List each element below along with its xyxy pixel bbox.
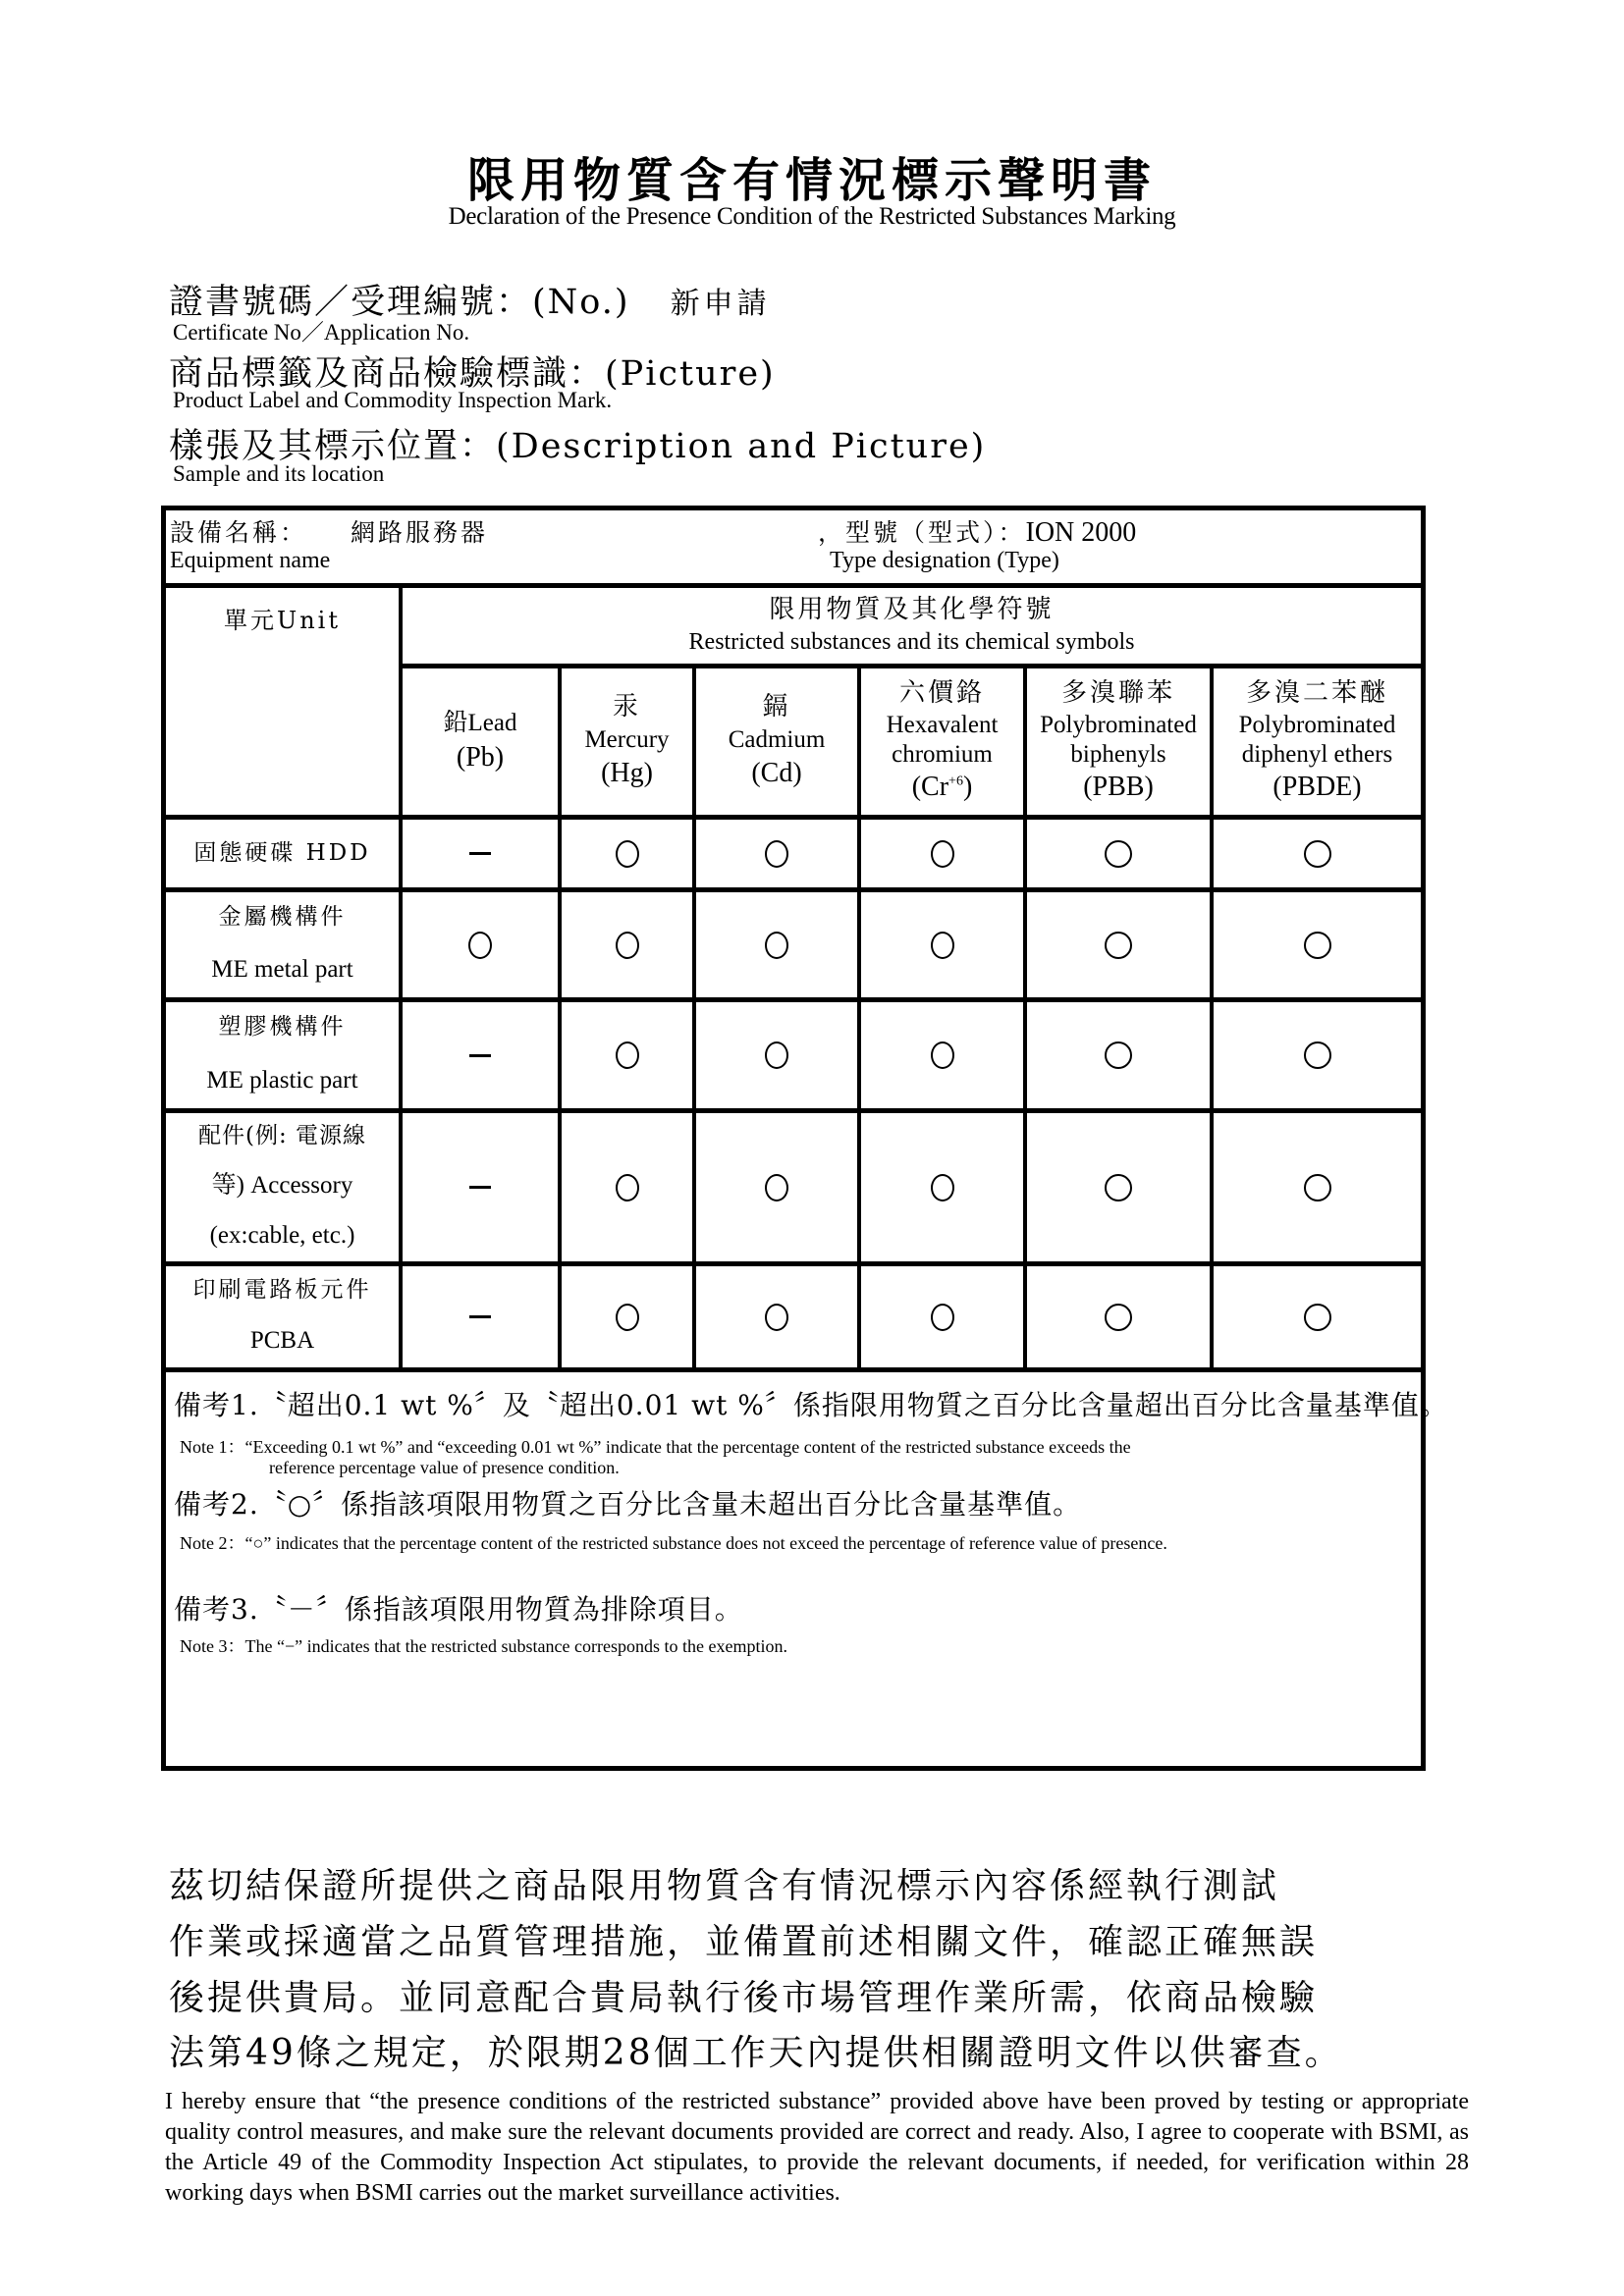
circle-mark-icon xyxy=(616,1174,639,1201)
note-2-zh: 備考2.〝○〞係指該項限用物質之百分比含量未超出百分比含量基準值。 xyxy=(174,1488,1082,1521)
equipment-name-label-en: Equipment name xyxy=(170,548,331,573)
substances-header xyxy=(403,588,1421,664)
note-1-en: Note 1：“Exceeding 0.1 wt %” and “exceeding 0.01 wt %” indicate that the percentage content of the restricted substance exceeds the xyxy=(180,1437,1131,1457)
type-designation-cell xyxy=(818,513,1136,549)
declaration-en: I hereby ensure that “the presence conditions of the restricted substance” provided above have been proved by testing or appropriate quality control measures, and make sure the relevant documents provided are correct and ready. Also, I agree to cooperate with BSMI, as the Article 49 of the Commodity Inspection Act stipulates, to provide the relevant documents, if needed, for verification within 28 working days when BSMI carries out the market surveillance activities. xyxy=(165,2089,1469,2206)
circle-mark-icon xyxy=(931,840,954,868)
circle-mark-icon xyxy=(1304,1304,1331,1331)
circle-mark-icon xyxy=(1105,932,1132,959)
cell-accessory-chromium xyxy=(861,1113,1023,1261)
note-1-zh: 備考1.〝超出0.1 wt %〞及〝超出0.01 wt %〞係指限用物質之百分比含量超出百分比含量基準值。 xyxy=(174,1389,1448,1421)
circle-mark-icon xyxy=(1105,1174,1132,1201)
equipment-name-value: 網路服務器 xyxy=(351,518,489,547)
divider xyxy=(166,1367,1421,1372)
column-header-pbb-symbol: (PBB) xyxy=(1083,772,1154,803)
unit-label-zh: 塑膠機構件 xyxy=(218,1014,347,1041)
cell-hdd-pbde xyxy=(1214,820,1421,887)
cell-plastic-pbde xyxy=(1214,1002,1421,1108)
cell-hdd-lead xyxy=(403,820,558,887)
product-label-field: 商品標籤及商品檢驗標識：(Picture) xyxy=(169,354,776,394)
equipment-name-cell xyxy=(170,513,488,549)
unit-label-en2: (ex:cable, etc.) xyxy=(209,1222,355,1250)
cell-hdd-pbb xyxy=(1027,820,1210,887)
unit-label-zh: 配件(例: 電源線 xyxy=(197,1123,367,1149)
certificate-no-label-zh: 證書號碼／受理編號：(No.) xyxy=(169,283,630,322)
note-3-en: Note 3：The “−” indicates that the restricted substance corresponds to the exemption. xyxy=(180,1636,787,1656)
circle-mark-icon xyxy=(765,840,788,868)
column-header-hexavalent-chromium xyxy=(861,668,1023,815)
unit-label-pcba xyxy=(166,1266,399,1367)
declaration-zh-line-3: 後提供貴局。並同意配合貴局執行後市場管理作業所需，依商品檢驗 xyxy=(169,1978,1319,2018)
cell-plastic-cadmium xyxy=(696,1002,857,1108)
column-header-lead xyxy=(403,668,558,815)
circle-mark-icon xyxy=(1304,1174,1331,1201)
unit-label-en: 等) Accessory xyxy=(211,1171,353,1199)
cell-hdd-chromium xyxy=(861,820,1023,887)
circle-mark-icon xyxy=(765,1174,788,1201)
equipment-name-label: 設備名稱： xyxy=(170,518,308,547)
unit-label-metal xyxy=(166,892,399,997)
circle-mark-icon xyxy=(765,932,788,959)
cell-pcba-pbb xyxy=(1027,1266,1210,1367)
column-header-lead-name: 鉛Lead xyxy=(443,710,517,737)
sample-location-field-en: Sample and its location xyxy=(173,461,385,486)
type-designation-label-en: Type designation (Type) xyxy=(830,548,1059,573)
cell-plastic-mercury xyxy=(562,1002,692,1108)
unit-header xyxy=(166,588,399,815)
column-header-mercury-zh: 汞 xyxy=(612,692,641,722)
declaration-zh-line-2: 作業或採適當之品質管理措施，並備置前述相關文件，確認正確無誤 xyxy=(169,1922,1319,1962)
unit-label-en: ME metal part xyxy=(211,956,353,984)
unit-label-accessory xyxy=(166,1113,399,1261)
cell-plastic-chromium xyxy=(861,1002,1023,1108)
restricted-substances-table xyxy=(161,506,1448,1771)
unit-label-plastic xyxy=(166,1002,399,1108)
column-header-cadmium-symbol: (Cd) xyxy=(751,758,802,789)
product-label-field-en: Product Label and Commodity Inspection Mark. xyxy=(173,388,613,412)
cell-metal-cadmium xyxy=(696,892,857,997)
cell-accessory-pbb xyxy=(1027,1113,1210,1261)
column-header-pbde-symbol: (PBDE) xyxy=(1272,772,1362,803)
column-header-chromium-en: Hexavalent chromium xyxy=(886,712,999,769)
circle-mark-icon xyxy=(931,1304,954,1331)
circle-mark-icon xyxy=(765,1304,788,1331)
certificate-no-value: 新申請 xyxy=(670,287,771,321)
unit-header-label: 單元Unit xyxy=(223,607,341,634)
cell-pcba-cadmium xyxy=(696,1266,857,1367)
type-designation-label: ，型號（型式）： xyxy=(818,518,1026,547)
circle-mark-icon xyxy=(931,1041,954,1069)
column-header-mercury xyxy=(562,668,692,815)
cell-pcba-pbde xyxy=(1214,1266,1421,1367)
circle-mark-icon xyxy=(931,932,954,959)
unit-label-zh: 印刷電路板元件 xyxy=(192,1277,372,1304)
circle-mark-icon xyxy=(616,1041,639,1069)
circle-mark-icon xyxy=(1105,1304,1132,1331)
cell-hdd-mercury xyxy=(562,820,692,887)
column-header-chromium-symbol: $(Cr^{+6})$ xyxy=(911,772,973,803)
column-header-cadmium xyxy=(696,668,857,815)
column-header-cadmium-zh: 鎘 xyxy=(762,692,791,722)
unit-label-zh: 固態硬碟 HDD xyxy=(193,839,371,866)
cell-metal-pbde xyxy=(1214,892,1421,997)
cell-pcba-lead xyxy=(403,1266,558,1367)
column-header-pbb-en: Polybrominated biphenyls xyxy=(1040,712,1197,769)
cell-accessory-lead xyxy=(403,1113,558,1261)
type-designation-value: ION 2000 xyxy=(1025,517,1137,548)
cell-pcba-chromium xyxy=(861,1266,1023,1367)
circle-mark-icon xyxy=(616,1304,639,1331)
column-header-pbb-zh: 多溴聯苯 xyxy=(1060,678,1175,709)
cell-accessory-mercury xyxy=(562,1113,692,1261)
cell-accessory-cadmium xyxy=(696,1113,857,1261)
cell-plastic-lead xyxy=(403,1002,558,1108)
circle-mark-icon xyxy=(1105,1041,1132,1069)
page-subtitle: Declaration of the Presence Condition of the Restricted Substances Marking xyxy=(448,203,1176,230)
column-header-pbde-en: Polybrominated diphenyl ethers xyxy=(1238,712,1396,769)
declaration-zh-line-4: 法第49條之規定，於限期28個工作天內提供相關證明文件以供審查。 xyxy=(169,2033,1343,2073)
circle-mark-icon xyxy=(468,932,492,959)
column-header-mercury-symbol: (Hg) xyxy=(601,758,653,789)
circle-mark-icon xyxy=(931,1174,954,1201)
cell-plastic-pbb xyxy=(1027,1002,1210,1108)
column-header-pbde-zh: 多溴二苯醚 xyxy=(1245,678,1388,709)
page-title: 限用物質含有情況標示聲明書 xyxy=(466,153,1157,208)
unit-label-zh: 金屬機構件 xyxy=(218,904,347,931)
certificate-no-label-en: Certificate No／Application No. xyxy=(173,320,470,345)
note-2-en: Note 2：“○” indicates that the percentage content of the restricted substance does not exceed the percentage of reference value of presence. xyxy=(180,1533,1167,1553)
column-header-chromium-zh: 六價鉻 xyxy=(898,678,985,709)
dash-mark-icon xyxy=(469,1315,491,1318)
cell-pcba-mercury xyxy=(562,1266,692,1367)
unit-label-en: ME plastic part xyxy=(206,1067,358,1095)
column-header-lead-symbol: (Pb) xyxy=(456,741,505,773)
column-header-cadmium-en: Cadmium xyxy=(728,725,826,753)
dash-mark-icon xyxy=(469,1054,491,1057)
circle-mark-icon xyxy=(1304,932,1331,959)
unit-label-hdd xyxy=(166,820,399,887)
cell-metal-mercury xyxy=(562,892,692,997)
circle-mark-icon xyxy=(1105,840,1132,868)
cell-metal-pbb xyxy=(1027,892,1210,997)
column-header-pbb xyxy=(1027,668,1210,815)
dash-mark-icon xyxy=(469,1186,491,1189)
cell-hdd-cadmium xyxy=(696,820,857,887)
cell-accessory-pbde xyxy=(1214,1113,1421,1261)
unit-label-en: PCBA xyxy=(249,1327,315,1355)
note-3-zh: 備考3.〝－〞係指該項限用物質為排除項目。 xyxy=(174,1593,743,1626)
column-header-pbde xyxy=(1214,668,1421,815)
substances-header-zh: 限用物質及其化學符號 xyxy=(769,595,1055,624)
circle-mark-icon xyxy=(765,1041,788,1069)
note-1-en-cont: reference percentage value of presence condition. xyxy=(269,1458,620,1477)
cell-metal-chromium xyxy=(861,892,1023,997)
sample-location-field: 樣張及其標示位置：(Description and Picture) xyxy=(169,427,987,466)
declaration-zh-line-1: 茲切結保證所提供之商品限用物質含有情況標示內容係經執行測試 xyxy=(169,1866,1280,1906)
cell-metal-lead xyxy=(403,892,558,997)
dash-mark-icon xyxy=(469,852,491,855)
substances-header-en: Restricted substances and its chemical symbols xyxy=(688,628,1135,655)
circle-mark-icon xyxy=(616,840,639,868)
circle-mark-icon xyxy=(1304,1041,1331,1069)
circle-mark-icon xyxy=(616,932,639,959)
circle-mark-icon xyxy=(1304,840,1331,868)
column-header-mercury-en: Mercury xyxy=(584,725,670,753)
